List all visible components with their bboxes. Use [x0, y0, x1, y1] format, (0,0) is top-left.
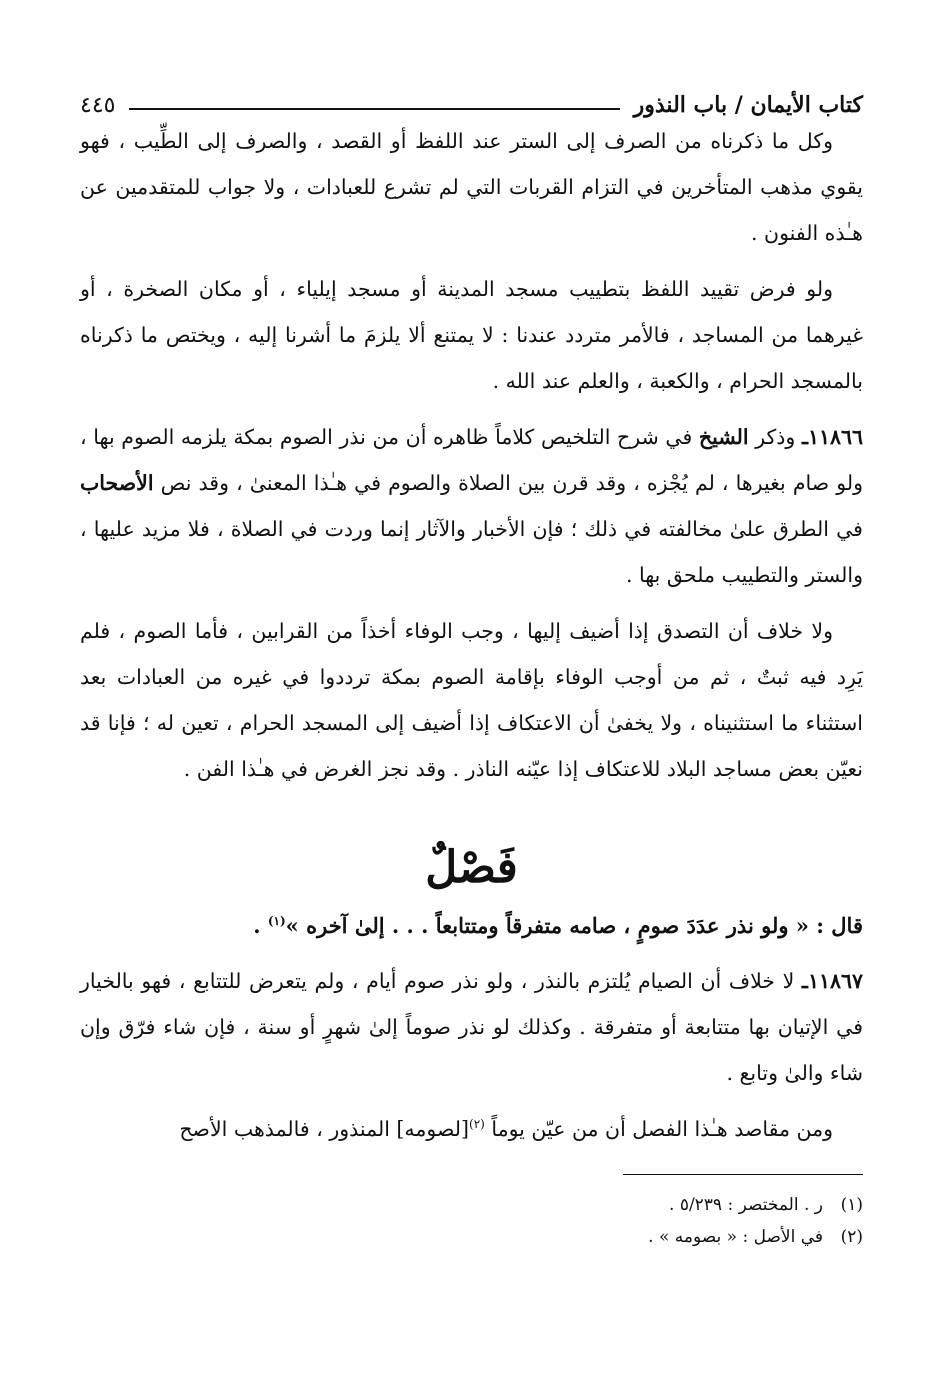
bold-term-ashab: الأصحاب [80, 471, 154, 495]
header-rule [129, 108, 619, 110]
paragraph-last [80, 1106, 863, 1152]
footnotes [80, 1189, 863, 1253]
footnote-divider [623, 1174, 863, 1175]
footnote-text: ر . المختصر : ٥/٢٣٩ . [669, 1195, 823, 1215]
paragraph-11867 [80, 958, 863, 1096]
paragraph-text: لا خلاف أن الصيام يُلتزم بالنذر ، ولو نذر صوم أيام ، ولم يتعرض للتتابع ، فهو بالخيار في الإتيان بها متتابعة أو متفرقة . وكذلك لو نذر صوماً إلىٰ شهرٍ أو سنة ، فإن شاء فرّق وإن شاء والىٰ وتابع . [80, 969, 863, 1085]
quoted-text: قال : « ولو نذر عدَدَ صومٍ ، صامه متفرقاً ومتتابعاً . . . إلىٰ آخره » [285, 913, 863, 938]
quoted-matn [80, 904, 863, 948]
paragraph-text: في الطرق علىٰ مخالفته في ذلك ؛ فإن الأخبار والآثار إنما وردت في الصلاة ، فلا مزيد عليها ، والستر والتطييب ملحق بها . [80, 517, 863, 587]
paragraph-number: ١١٨٦٧ـ [801, 969, 863, 993]
footnote-number: (١) [840, 1195, 863, 1215]
paragraph-text: في شرح التلخيص كلاماً ظاهره أن من نذر الصوم بمكة يلزمه الصوم بها ، ولو صام بغيرها ، لم يُجْزه ، وقد قرن بين الصلاة والصوم في هـٰذا المعنىٰ ، وقد نص [80, 425, 863, 495]
footnote-1 [80, 1189, 863, 1221]
paragraph-1: وكل ما ذكرناه من الصرف إلى الستر عند اللفظ أو القصد ، والصرف إلى الطِّيب ، فهو يقوي مذهب المتأخرين في التزام القربات التي لم تشرع للعبادات ، ولا جواب للمتقدمين عن هـٰذه الفنون . [80, 129, 863, 245]
quoted-end: . [253, 913, 268, 938]
book-page [80, 78, 863, 1253]
paragraph-11866 [80, 414, 863, 598]
bold-term-shaykh: الشيخ [698, 425, 749, 449]
paragraph-number: ١١٨٦٦ـ [801, 425, 864, 449]
footnote-number: (٢) [840, 1227, 863, 1247]
footnote-text: في الأصل : « بصومه » . [648, 1227, 823, 1247]
paragraph-4: ولا خلاف أن التصدق إذا أضيف إليها ، وجب الوفاء أخذاً من القرابين ، فأما الصوم ، فلم يَرِد فيه ثبتٌ ، ثم من أوجب الوفاء بإقامة الصوم بمكة ترددوا في غيره من العبادات بعد استثناء ما استثنيناه ، ولا يخفىٰ أن الاعتكاف إذا أضيف إلى المسجد الحرام ، تعين له ؛ فإنا قد نعيّن بعض مساجد البلاد للاعتكاف إذا عيّنه الناذر . وقد نجز الغرض في هـٰذا الفن . [80, 619, 863, 781]
paragraph-text: المنذور ، فالمذهب الأصح [179, 1117, 397, 1141]
page-number: ٤٤٥ [80, 93, 116, 118]
paragraph-text: ومن مقاصد هـٰذا الفصل أن من عيّن يوماً [484, 1117, 833, 1141]
bracketed-correction: [لصومه] [396, 1117, 470, 1141]
paragraph-2: ولو فرض تقييد اللفظ بتطييب مسجد المدينة أو مسجد إيلياء ، أو مكان الصخرة ، أو غيرهما من المساجد ، فالأمر متردد عندنا : لا يمتنع ألا يلزمَ ما أشرنا إليه ، ويختص ما ذكرناه بالمسجد الحرام ، والكعبة ، والعلم عند الله . [80, 277, 863, 393]
section-heading-fasl [80, 832, 863, 904]
header-title: كتاب الأيمان / باب النذور [633, 92, 863, 118]
paragraph-text: وذكر [748, 425, 802, 449]
footnote-2 [80, 1221, 863, 1253]
section-heading-text: فَصْلٌ [425, 842, 518, 893]
running-header [80, 78, 863, 118]
footnote-ref-2[interactable]: (٢) [469, 1117, 485, 1132]
footnote-ref-1[interactable]: (١) [267, 914, 286, 928]
